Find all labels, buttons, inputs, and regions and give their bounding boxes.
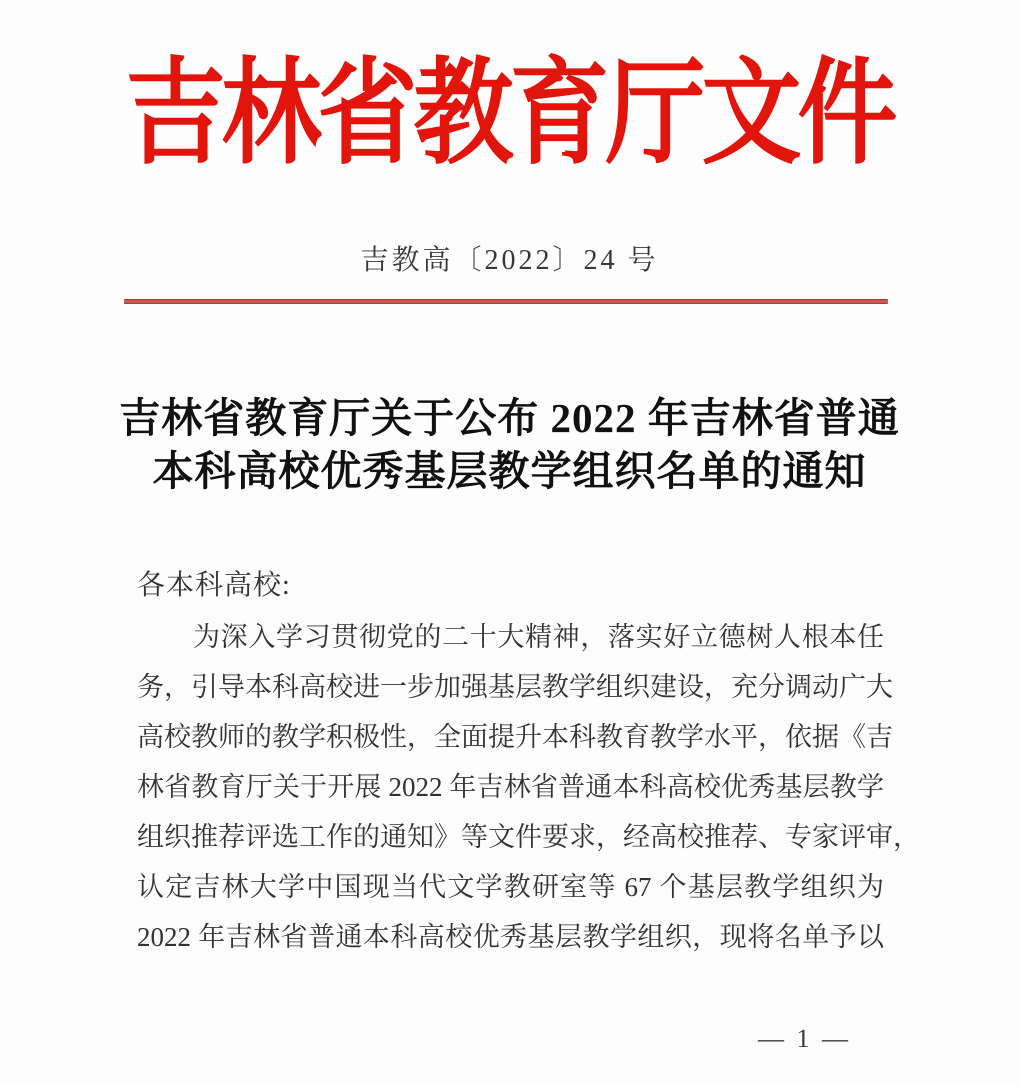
document-reference-number: 吉教高〔2022〕24 号: [360, 245, 659, 276]
document-title-line-1: 吉林省教育厅关于公布 2022 年吉林省普通: [119, 395, 900, 441]
body-text-line-6: 认定吉林大学中国现当代文学教研室等 67 个基层教学组织为: [137, 872, 884, 902]
body-text-line-4: 林省教育厅关于开展 2022 年吉林省普通本科高校优秀基层教学: [137, 772, 884, 802]
body-text-line-3: 高校教师的教学积极性，全面提升本科教育教学水平，依据《吉: [137, 722, 893, 752]
agency-header-title: 吉林省教育厅文件: [125, 50, 894, 178]
document-body: [137, 560, 920, 962]
document-title-line-2: 本科高校优秀基层教学组织名单的通知: [152, 448, 867, 494]
red-divider-line: [124, 299, 888, 304]
document-title: [0, 392, 1019, 498]
body-text-line-2: 务，引导本科高校进一步加强基层教学组织建设，充分调动广大: [137, 672, 893, 702]
body-text-line-1: 为深入学习贯彻党的二十大精神，落实好立德树人根本任: [193, 622, 884, 652]
body-text-line-7: 2022 年吉林省普通本科高校优秀基层教学组织，现将名单予以: [137, 922, 884, 952]
salutation-line: 各本科高校:: [137, 570, 291, 601]
page-number: — 1 —: [758, 1024, 851, 1053]
body-text-line-5: 组织推荐评选工作的通知》等文件要求，经高校推荐、专家评审，: [137, 822, 920, 852]
